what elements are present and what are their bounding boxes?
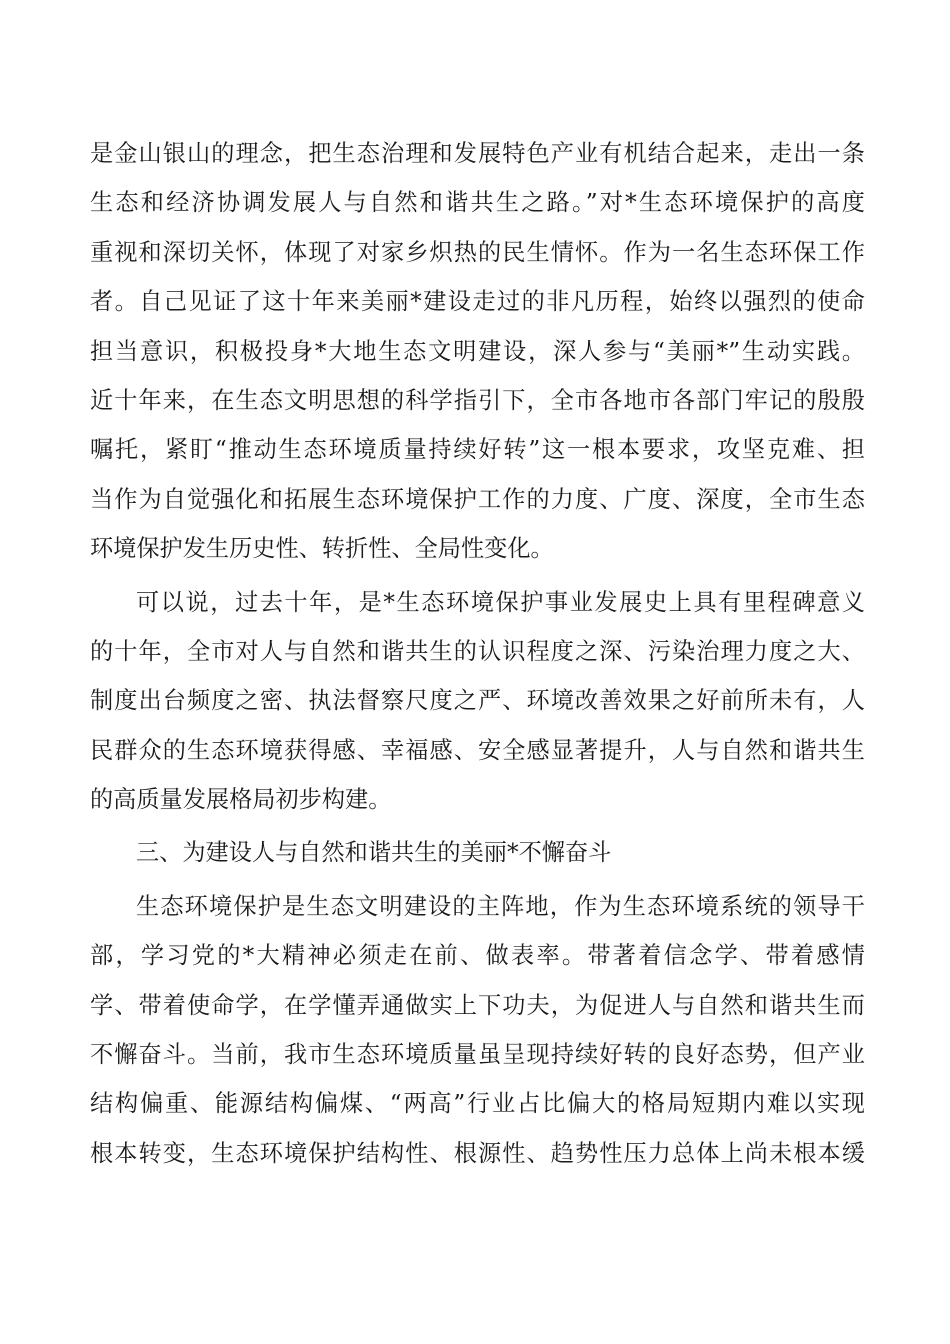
text-line: 学、带着使命学，在学懂弄通做实上下功夫，为促进人与自然和谐共生而 (90, 991, 865, 1019)
text-line: 是金山银山的理念，把生态治理和发展特色产业有机结合起来，走出一条 (90, 140, 865, 167)
text-line: 不懈奋斗。当前，我市生态环境质量虽呈现持续好转的良好态势，但产业 (90, 1041, 865, 1069)
text-line: 民群众的生态环境获得感、幸福感、安全感显著提升，人与自然和谐共生 (90, 736, 865, 764)
section-heading (90, 828, 865, 877)
paragraph-2 (90, 578, 865, 825)
paragraph-3 (90, 882, 865, 1178)
text-line: 的高质量发展格局初步构建。 (90, 786, 392, 814)
text-line: 部，学习党的*大精神必须走在前、做表率。带著着信念学、带着感情 (90, 942, 865, 970)
text-line: 生态环境保护是生态文明建设的主阵地，作为生态环境系统的领导干 (136, 892, 865, 920)
text-line: 当作为自觉强化和拓展生态环境保护工作的力度、广度、深度，全市生态 (90, 485, 865, 513)
text-line: 环境保护发生历史性、转折性、全局性变化。 (90, 535, 554, 563)
paragraph-1 (90, 129, 865, 574)
text-line: 近十年来，在生态文明思想的科学指引下，全市各地市各部门牢记的殷殷 (90, 386, 865, 414)
heading-text: 三、为建设人与自然和谐共生的美丽*不懈奋斗 (136, 839, 612, 867)
text-line: 者。自己见证了这十年来美丽*建设走过的非凡历程，始终以强烈的使命 (90, 288, 865, 316)
text-line: 结构偏重、能源结构偏煤、“两高”行业占比偏大的格局短期内难以实现 (90, 1090, 865, 1118)
text-line: 重视和深切关怀，体现了对家乡炽热的民生情怀。作为一名生态环保工作 (90, 238, 865, 266)
text-line: 生态和经济协调发展人与自然和谐共生之路。”对*生态环境保护的高度 (90, 189, 865, 217)
text-line: 根本转变，生态环境保护结构性、根源性、趋势性压力总体上尚未根本缓 (90, 1139, 865, 1167)
text-line: 嘱托，紧盯“推动生态环境质量持续好转”这一根本要求，攻坚克难、担 (90, 436, 865, 464)
text-line: 可以说，过去十年，是*生态环境保护事业发展史上具有里程碑意义 (136, 588, 865, 616)
document-body (90, 129, 865, 1178)
text-line: 担当意识，积极投身*大地生态文明建设，深人参与“美丽*”生动实践。 (90, 337, 865, 365)
text-line: 制度出台频度之密、执法督察尺度之严、环境改善效果之好前所未有，人 (90, 687, 865, 715)
text-line: 的十年，全市对人与自然和谐共生的认识程度之深、污染治理力度之大、 (90, 637, 865, 665)
